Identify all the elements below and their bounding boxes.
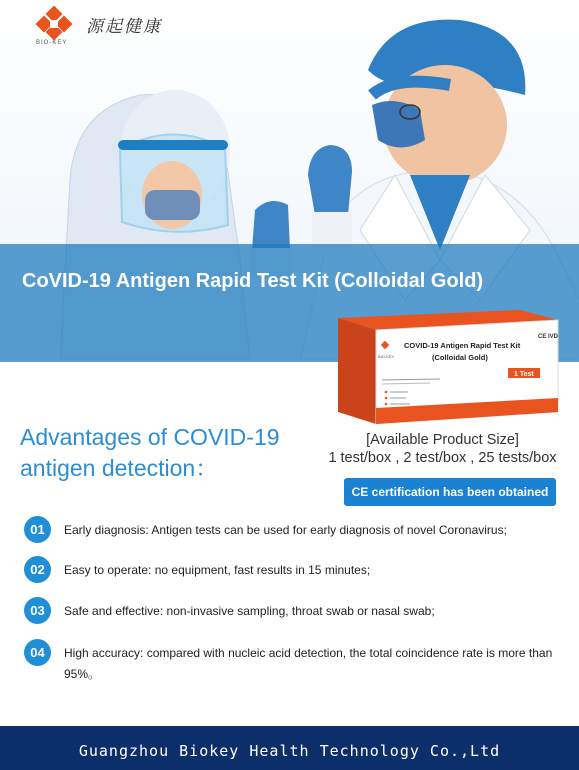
point-number: 04 [24,639,51,666]
box-name-line2: (Colloidal Gold) [432,353,488,362]
footer-company-name: Guangzhou Biokey Health Technology Co.,Ltd [78,742,501,760]
logo-english-text: BIO-KEY [36,40,68,46]
svg-text:CE IVD: CE IVD [538,334,559,340]
footer-bar [0,726,579,770]
point-number: 02 [24,556,51,583]
box-name-line1: COVID-19 Antigen Rapid Test Kit [404,341,521,350]
sizes-values: 1 test/box , 2 test/box , 25 tests/box [328,450,557,466]
advantages-heading-line1: Advantages of COVID-19 [20,424,280,450]
point-text: High accuracy: compared with nucleic acid detection, the total coincidence rate is more than 95%。 [64,646,553,681]
point-number: 03 [24,597,51,624]
point-text: Early diagnosis: Antigen tests can be used for early diagnosis of novel Coronavirus; [64,523,507,537]
ce-certification-badge: CE certification has been obtained [344,478,556,506]
advantages-heading [20,422,310,484]
point-text: Safe and effective: non-invasive sampling, throat swab or nasal swab; [64,604,435,618]
point-number: 01 [24,516,51,543]
product-sizes [306,431,579,467]
box-ce-mark [538,334,559,340]
product-box-image [330,308,562,424]
advantages-heading-line2: antigen detection： [20,455,219,481]
logo-mark-icon [34,6,74,40]
logo-chinese-text: 源起健康 [86,17,162,37]
product-title: CoVID-19 Antigen Rapid Test Kit (Colloidal Gold) [22,270,484,292]
box-brand: BIO-KEY [378,354,395,359]
point-text: Easy to operate: no equipment, fast results in 15 minutes; [64,563,371,577]
box-badge: 1 Test [514,371,534,378]
sizes-label: [Available Product Size] [366,432,519,448]
company-logo [34,4,184,48]
